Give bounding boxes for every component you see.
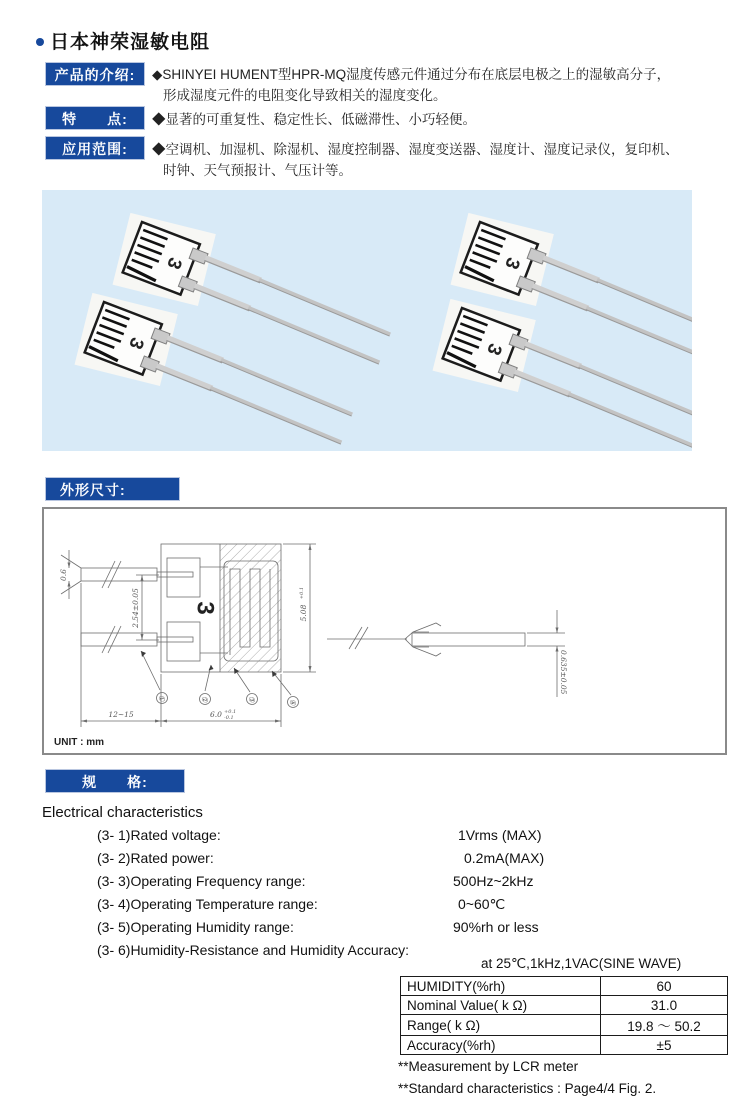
unit-note: UNIT : mm bbox=[54, 737, 104, 748]
dim-body-width: 6.0 bbox=[210, 710, 222, 719]
product-intro-text bbox=[152, 64, 727, 106]
title-bullet-icon bbox=[36, 38, 44, 46]
tag-outline-dimensions: 外形尺寸: bbox=[45, 477, 180, 501]
spec-value: 0~60℃ bbox=[458, 896, 506, 912]
callout-1: ① bbox=[156, 693, 167, 703]
product-photo-panel bbox=[42, 190, 692, 451]
features-text bbox=[152, 109, 727, 130]
spec-label: (3- 6)Humidity-Resistance and Humidity Accuracy: bbox=[97, 942, 409, 958]
spec-label: (3- 1)Rated voltage: bbox=[97, 827, 221, 843]
spec-heading: Electrical characteristics bbox=[42, 804, 203, 821]
dim-body-height-tol: +0.1 bbox=[299, 586, 305, 600]
spec-row-humidity-range bbox=[42, 919, 702, 942]
dim-body-width-tol-dn: -0.1 bbox=[224, 715, 234, 721]
spec-row-temperature-range bbox=[42, 896, 702, 919]
table-caption: at 25℃,1kHz,1VAC(SINE WAVE) bbox=[481, 956, 682, 971]
spec-value: 0.2mA(MAX) bbox=[464, 850, 545, 866]
table-cell-value: 31.0 bbox=[601, 996, 728, 1015]
sensor-photo-4 bbox=[424, 289, 692, 451]
callout-2: ② bbox=[199, 694, 210, 704]
sensor-photo-2 bbox=[66, 283, 363, 451]
footnote-measurement: **Measurement by LCR meter bbox=[398, 1059, 579, 1074]
callout-4: ④ bbox=[287, 697, 298, 707]
tag-applications: 应用范围: bbox=[45, 136, 145, 160]
spec-row-rated-voltage bbox=[42, 827, 702, 850]
table-cell-name: Nominal Value( k Ω) bbox=[401, 996, 601, 1015]
tag-specifications: 规 格: bbox=[45, 769, 185, 793]
spec-label: (3- 5)Operating Humidity range: bbox=[97, 919, 294, 935]
table-cell-name: Range( k Ω) bbox=[401, 1015, 601, 1036]
table-cell-name: HUMIDITY(%rh) bbox=[401, 977, 601, 996]
page-title bbox=[36, 27, 210, 54]
page-title-text: 日本神荣湿敏电阻 bbox=[50, 32, 211, 53]
dim-lead-pitch: 2.54±0.05 bbox=[131, 588, 140, 628]
spec-value: 500Hz~2kHz bbox=[453, 873, 534, 889]
table-row bbox=[401, 1015, 728, 1036]
product-intro-line2: 形成湿度元件的电阻变化导致相关的湿度变化。 bbox=[163, 88, 447, 103]
callout-3: ③ bbox=[246, 694, 257, 704]
drawing-marking-3: 3 bbox=[191, 601, 219, 615]
applications-line1: ◆空调机、加湿机、除湿机、湿度控制器、湿度变送器、湿度计、湿度记录仪，复印机、 bbox=[152, 142, 679, 157]
table-cell-name: Accuracy(%rh) bbox=[401, 1036, 601, 1055]
table-cell-value: ±5 bbox=[601, 1036, 728, 1055]
spec-row-rated-power bbox=[42, 850, 702, 873]
features-line1: ◆显著的可重复性、稳定性长、低磁滞性、小巧轻便。 bbox=[152, 112, 476, 127]
dim-body-width-tol-up: +0.1 bbox=[224, 709, 237, 715]
footnote-standard: **Standard characteristics : Page4/4 Fig. 2. bbox=[398, 1081, 657, 1096]
table-row bbox=[401, 1036, 728, 1055]
product-intro-line1: ◆SHINYEI HUMENT型HPR-MQ湿度传感元件通过分布在底层电极之上的湿敏高分子， bbox=[152, 67, 671, 82]
table-cell-value: 19.8 ～ 50.2 bbox=[601, 1015, 728, 1036]
table-row bbox=[401, 977, 728, 996]
dim-body-height: 5.08 bbox=[299, 604, 308, 622]
spec-row-frequency-range bbox=[42, 873, 702, 896]
spec-label: (3- 4)Operating Temperature range: bbox=[97, 896, 318, 912]
tag-product-intro: 产品的介绍: bbox=[45, 62, 145, 86]
applications-line2: 时钟、天气预报计、气压计等。 bbox=[163, 163, 352, 178]
applications-text bbox=[152, 139, 727, 181]
table-row bbox=[401, 996, 728, 1015]
spec-value: 90%rh or less bbox=[453, 919, 539, 935]
table-cell-value: 60 bbox=[601, 977, 728, 996]
tag-features: 特 点: bbox=[45, 106, 145, 130]
spec-label: (3- 3)Operating Frequency range: bbox=[97, 873, 306, 889]
product-photos: 3 bbox=[42, 190, 692, 451]
dim-lead-length: 12~15 bbox=[108, 710, 134, 719]
dimension-drawing bbox=[44, 509, 725, 753]
dim-lead-diameter-side: 0.635±0.05 bbox=[559, 650, 568, 695]
dim-lead-thickness: 0.6 bbox=[59, 569, 68, 581]
dimension-drawing-box bbox=[42, 507, 727, 755]
spec-value: 1Vrms (MAX) bbox=[458, 827, 542, 843]
spec-label: (3- 2)Rated power: bbox=[97, 850, 214, 866]
humidity-resistance-table bbox=[400, 976, 728, 1055]
